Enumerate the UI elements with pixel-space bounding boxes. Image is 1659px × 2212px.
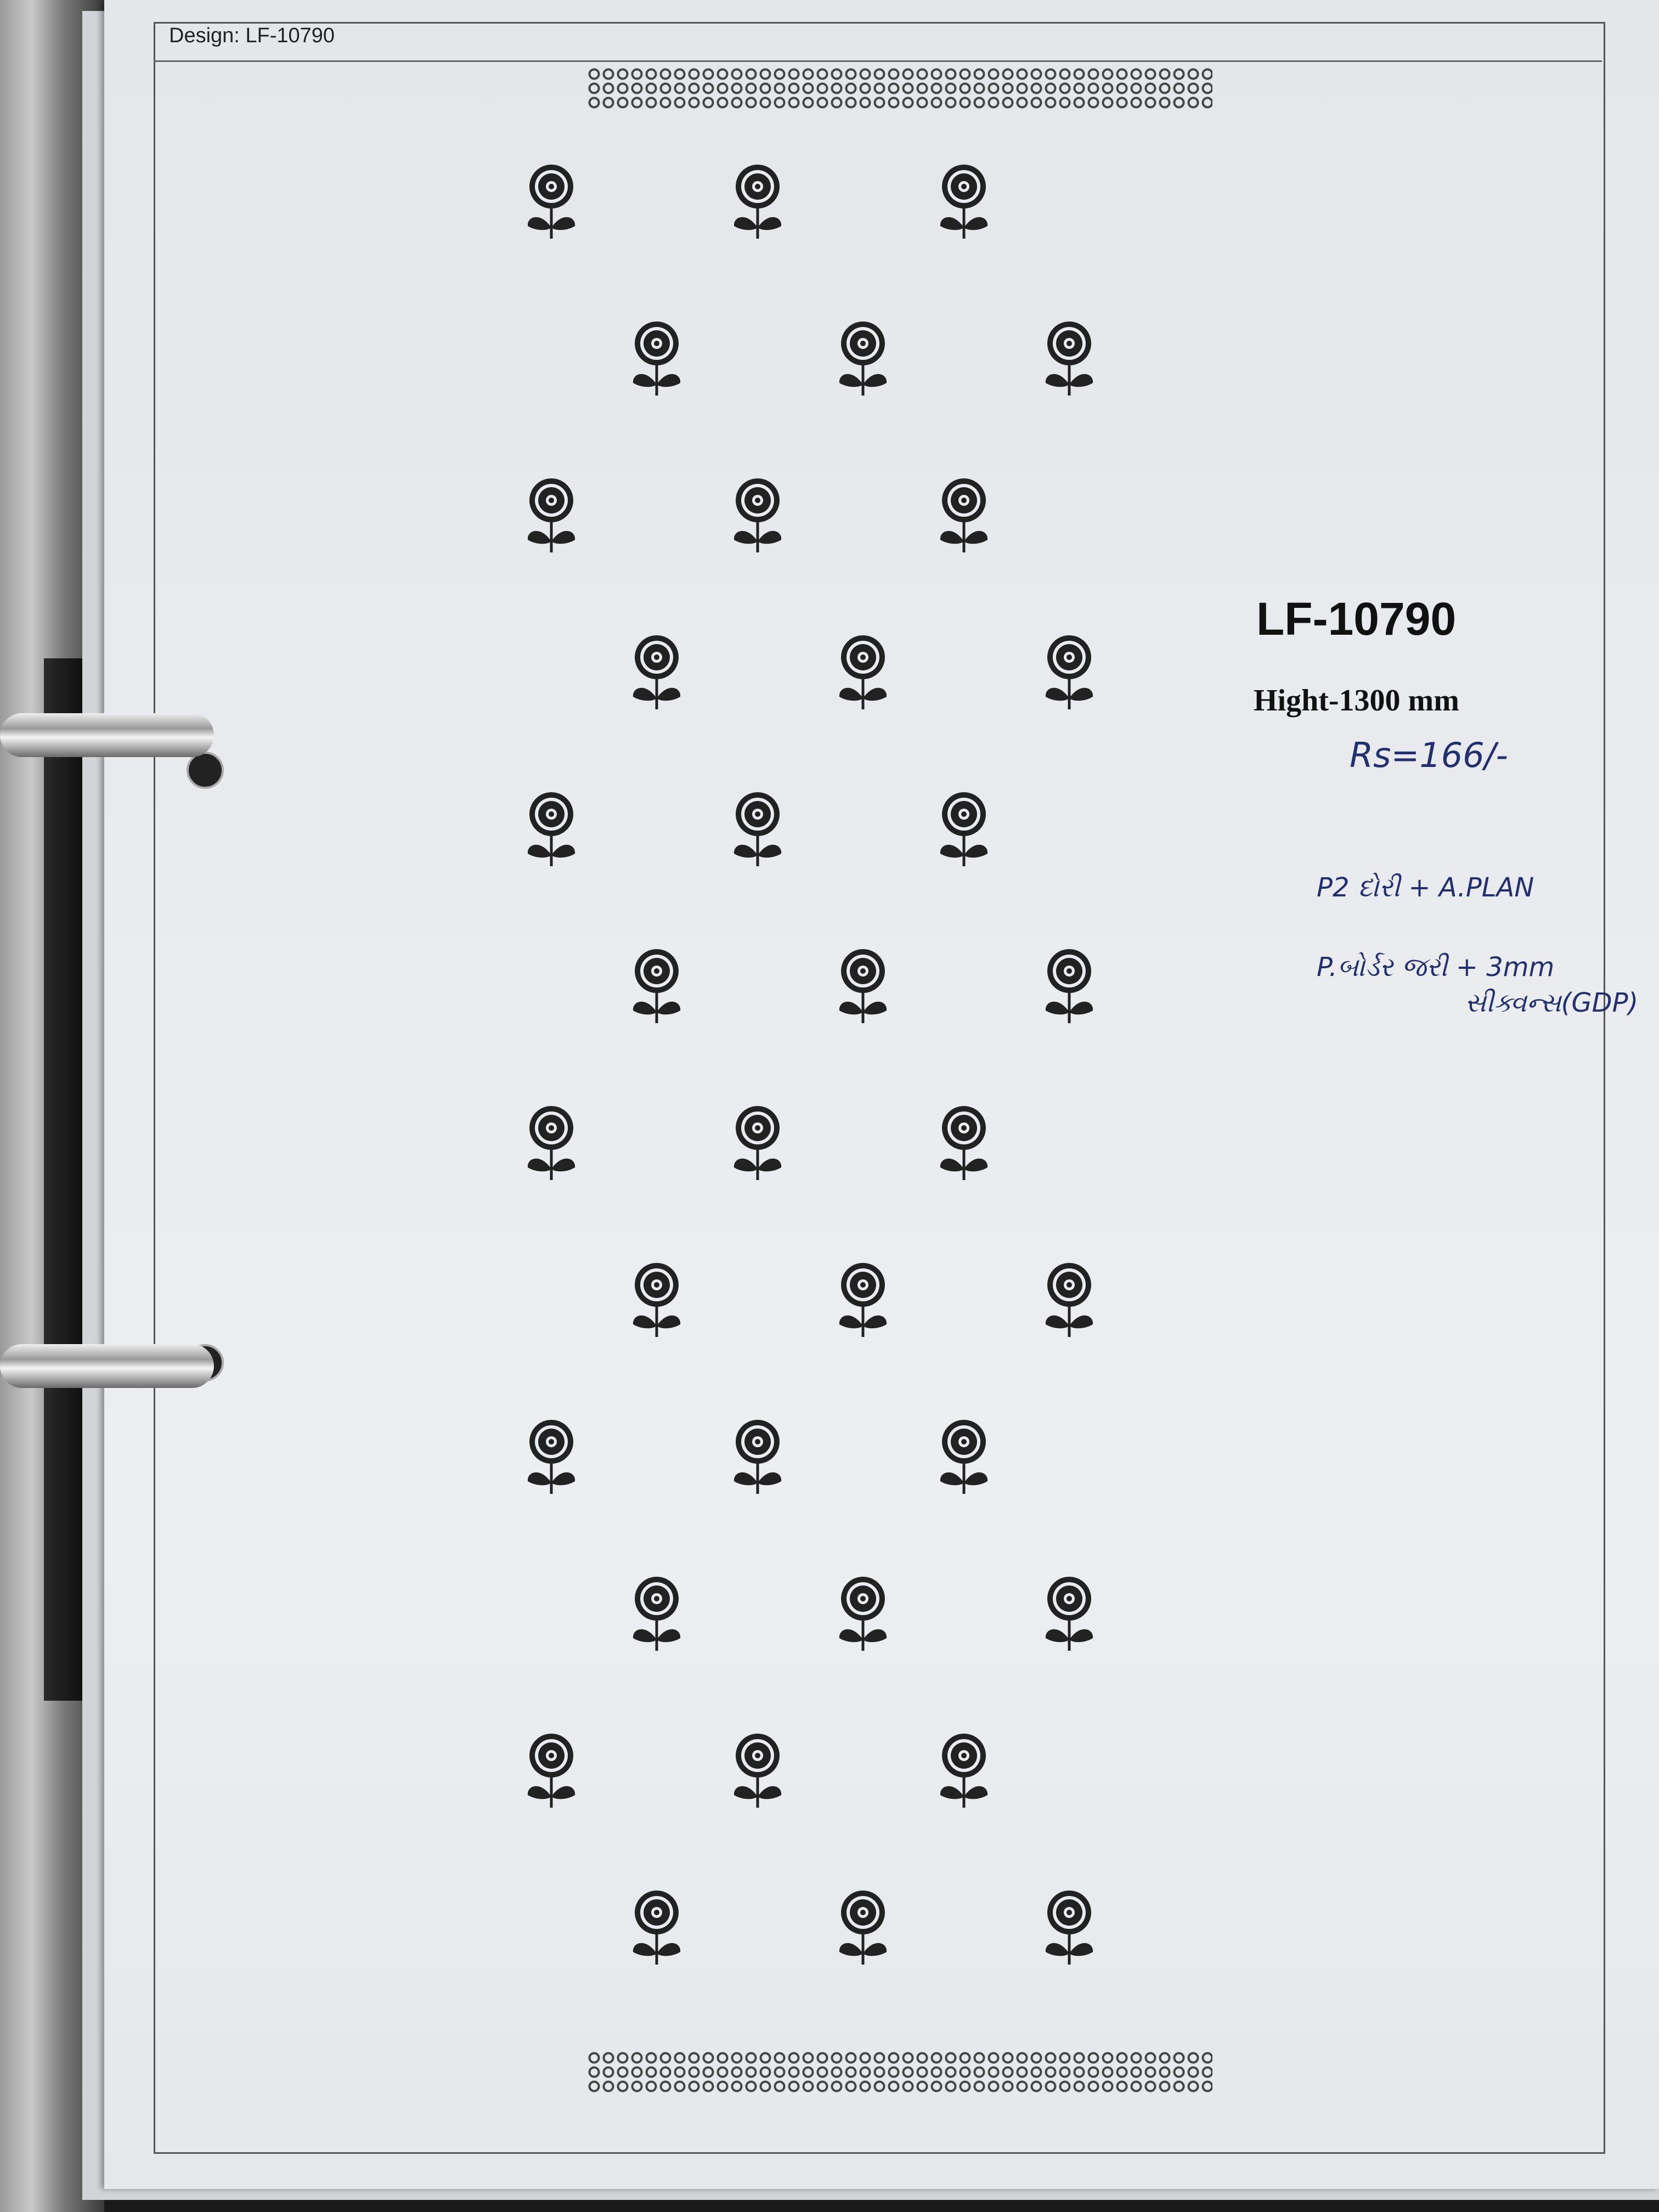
flower-icon — [727, 787, 788, 869]
flower-icon — [521, 787, 582, 869]
flower-icon — [1039, 1257, 1099, 1340]
flower-icon — [627, 944, 687, 1026]
height-spec: Hight-1300 mm — [1254, 684, 1459, 718]
flower-icon — [1039, 944, 1099, 1026]
design-code: LF-10790 — [1256, 593, 1457, 645]
binder-ring — [0, 1344, 214, 1388]
flower-icon — [521, 1728, 582, 1810]
handwritten-note-3: સીક્વન્સ(GDP) — [1465, 988, 1639, 1018]
flower-icon — [833, 1885, 893, 1967]
flower-icon — [727, 1728, 788, 1810]
flower-icon — [727, 473, 788, 555]
flower-icon — [727, 1101, 788, 1183]
header-divider — [154, 60, 1602, 62]
flower-icon — [727, 159, 788, 241]
handwritten-note-2: P.બોર્ડર જરી + 3mm — [1317, 952, 1555, 983]
flower-icon — [627, 1257, 687, 1340]
flower-icon — [1039, 1571, 1099, 1654]
flower-icon — [833, 1571, 893, 1654]
flower-icon — [627, 316, 687, 398]
flower-icon — [1039, 316, 1099, 398]
flower-icon — [521, 473, 582, 555]
bottom-bead-border — [587, 2051, 1212, 2094]
handwritten-note-1: P2 દોરી + A.PLAN — [1317, 872, 1534, 903]
flower-icon — [934, 1414, 994, 1497]
top-bead-border — [587, 67, 1212, 110]
flower-icon — [1039, 1885, 1099, 1967]
flower-icon — [833, 316, 893, 398]
flower-icon — [934, 159, 994, 241]
design-label: Design: LF-10790 — [169, 24, 335, 47]
flower-icon — [833, 630, 893, 712]
flower-icon — [627, 1885, 687, 1967]
flower-icon — [627, 630, 687, 712]
flower-icon — [934, 1101, 994, 1183]
flower-icon — [833, 944, 893, 1026]
design-sheet — [104, 0, 1659, 2189]
handwritten-price: Rs=166/- — [1350, 735, 1508, 775]
flower-icon — [934, 1728, 994, 1810]
flower-icon — [1039, 630, 1099, 712]
binder-ring — [0, 713, 214, 757]
flower-icon — [934, 473, 994, 555]
flower-icon — [727, 1414, 788, 1497]
flower-icon — [521, 1101, 582, 1183]
punch-hole — [187, 752, 224, 789]
flower-icon — [521, 159, 582, 241]
flower-icon — [627, 1571, 687, 1654]
flower-icon — [521, 1414, 582, 1497]
flower-icon — [833, 1257, 893, 1340]
flower-icon — [934, 787, 994, 869]
